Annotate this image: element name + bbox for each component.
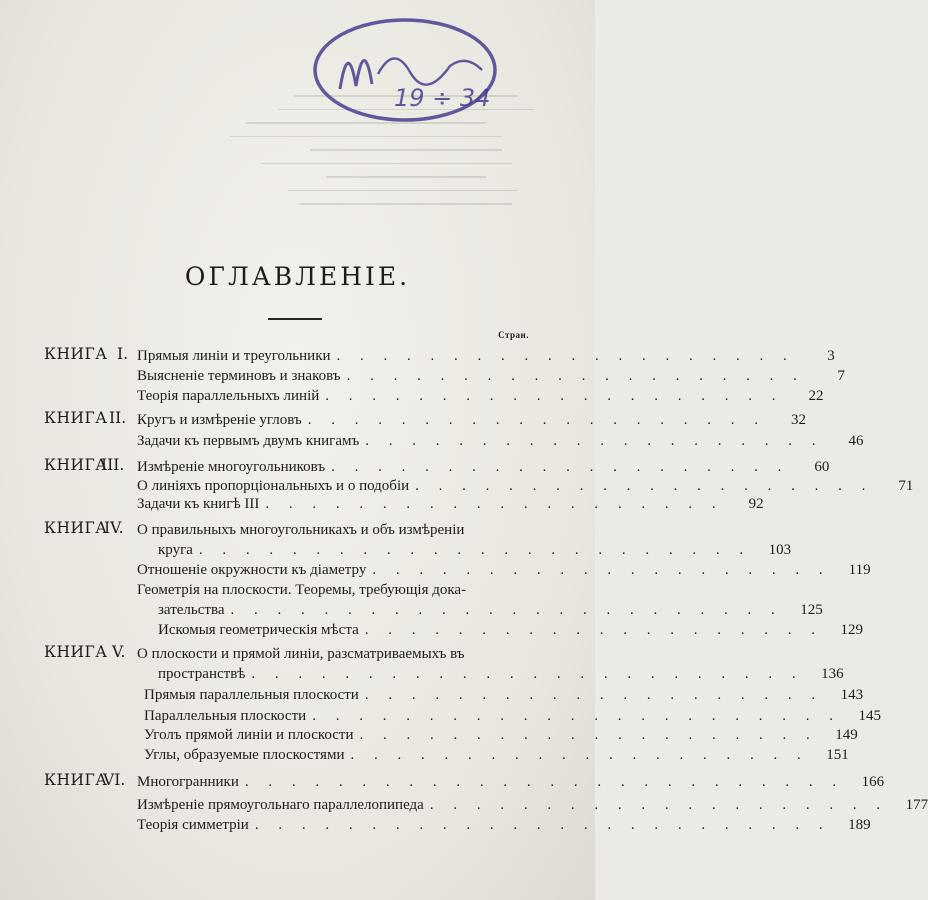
leader-dots: . . . . . . . . . . . . . . . . . . . . — [372, 562, 831, 578]
leader-dots: . . . . . . . . . . . . . . . . . . . . — [346, 368, 805, 384]
book-label: КНИГА — [44, 409, 108, 427]
book-label: КНИГА — [44, 771, 108, 789]
book-label: КНИГА — [44, 519, 108, 537]
entry-page: 149 — [835, 727, 858, 743]
leader-dots: . . . . . . . . . . . . . . . . . . . . — [265, 496, 724, 512]
leader-dots: . . . . . . . . . . . . . . . . . . . . — [336, 348, 795, 364]
page-title: ОГЛАВЛЕНІЕ. — [184, 262, 411, 291]
entry-title: Измѣреніе прямоугольнаго параллелопипеда — [137, 797, 424, 813]
toc-entry — [137, 773, 885, 791]
book-numeral: V. — [112, 643, 126, 661]
toc-entry — [158, 601, 823, 619]
entry-title: О линіяхъ пропорціональныхъ и о подобіи — [137, 478, 410, 494]
toc-entry — [137, 495, 764, 513]
toc-entry — [158, 665, 844, 683]
toc-entry — [137, 367, 845, 385]
entry-page: 3 — [827, 348, 835, 364]
entry-title: Уголъ прямой линіи и плоскости — [144, 727, 354, 743]
entry-title: пространствѣ — [158, 666, 246, 682]
entry-title: Прямыя параллельныя плоскости — [144, 687, 359, 703]
entry-page: 166 — [861, 774, 885, 790]
entry-title: зательства — [158, 602, 225, 618]
entry-title: Прямыя линіи и треугольники — [137, 348, 331, 364]
book-numeral: VI. — [103, 771, 126, 789]
entry-title: Кругъ и измѣреніе угловъ — [137, 412, 302, 428]
toc-entry — [137, 561, 871, 579]
leader-dots: . . . . . . . . . . . . . . . . . . . . . . . — [312, 708, 841, 724]
leader-dots: . . . . . . . . . . . . . . . . . . . . . . . . — [230, 602, 783, 618]
entry-page: 136 — [821, 666, 844, 682]
entry-title: Задачи къ первымъ двумъ книгамъ — [137, 433, 360, 449]
leader-dots: . . . . . . . . . . . . . . . . . . . . — [364, 687, 824, 703]
entry-page: 189 — [848, 817, 871, 833]
book-label: КНИГА — [44, 456, 108, 474]
toc-entry — [137, 387, 824, 405]
entry-page: 60 — [814, 459, 830, 475]
entry-title: Измѣреніе многоугольниковъ — [137, 459, 326, 475]
leader-dots: . . . . . . . . . . . . . . . . . . . . . . . . — [251, 666, 804, 682]
toc-entry — [144, 726, 858, 744]
leader-dots: . . . . . . . . . . . . . . . . . . . . — [325, 388, 784, 404]
leader-dots: . . . . . . . . . . . . . . . . . . . . — [331, 459, 790, 475]
entry-page: 71 — [898, 478, 914, 494]
entry-title: Выясненіе терминовъ и знаковъ — [137, 368, 341, 384]
toc-entry — [144, 746, 849, 764]
toc-entry — [144, 686, 864, 704]
book-numeral: I. — [117, 345, 129, 363]
leader-dots: . . . . . . . . . . . . . . . . . . . . . . . . — [198, 542, 752, 558]
toc-entry — [158, 621, 863, 639]
entry-title: Теорія параллельныхъ линій — [137, 388, 320, 404]
entry-page: 103 — [768, 542, 792, 558]
leader-dots: . . . . . . . . . . . . . . . . . . . . — [365, 433, 824, 449]
toc-entry — [137, 477, 914, 495]
entry-page: 177 — [905, 797, 928, 813]
entry-page: 32 — [790, 412, 806, 428]
entry-title: Параллельныя плоскости — [144, 708, 307, 724]
entry-title: Отношеніе окружности къ діаметру — [137, 562, 367, 578]
leader-dots: . . . . . . . . . . . . . . . . . . . . — [364, 622, 823, 638]
book-numeral: III. — [101, 456, 125, 474]
entry-page: 46 — [848, 433, 864, 449]
toc-entry — [144, 707, 881, 725]
entry-title: круга — [158, 542, 193, 558]
book-numeral: II. — [109, 409, 127, 427]
toc-entry — [137, 347, 835, 365]
book-label: КНИГА — [44, 643, 108, 661]
leader-dots: . . . . . . . . . . . . . . . . . . . . — [359, 727, 818, 743]
entry-title: О правильныхъ многоугольникахъ и объ измѣреніи — [137, 522, 465, 538]
toc-entry — [137, 816, 871, 834]
book-label: КНИГА — [44, 345, 108, 363]
entry-title: Теорія симметріи — [137, 817, 249, 833]
leader-dots: . . . . . . . . . . . . . . . . . . . . . . . . . — [254, 817, 831, 833]
entry-title: Искомыя геометрическія мѣста — [158, 622, 359, 638]
page-column-header: Стран. — [498, 330, 529, 340]
toc-entry — [137, 411, 806, 429]
toc-entry — [158, 541, 792, 559]
entry-page: 145 — [858, 708, 881, 724]
entry-page: 125 — [800, 602, 823, 618]
book-numeral: IV. — [104, 519, 124, 537]
entry-page: 119 — [848, 562, 871, 578]
entry-page: 151 — [826, 747, 849, 763]
entry-title: О плоскости и прямой линіи, разсматриваемыхъ въ — [137, 646, 465, 662]
entry-page: 7 — [837, 368, 845, 384]
stamp-number: 19 ÷ 34 — [394, 84, 491, 112]
entry-title: Задачи къ книгѣ III — [137, 496, 260, 512]
entry-page: 22 — [808, 388, 824, 404]
entry-page: 129 — [840, 622, 863, 638]
entry-page: 143 — [840, 687, 864, 703]
toc-entry — [137, 432, 864, 450]
toc-entry — [137, 458, 830, 476]
entry-title: Геометрія на плоскости. Теоремы, требующія дока- — [137, 582, 467, 598]
leader-dots: . . . . . . . . . . . . . . . . . . . . — [350, 747, 809, 763]
leader-dots: . . . . . . . . . . . . . . . . . . . . . . . . . . — [244, 774, 845, 790]
entry-title: Углы, образуемые плоскостями — [144, 747, 345, 763]
entry-page: 92 — [748, 496, 764, 512]
toc-entry — [137, 796, 928, 814]
leader-dots: . . . . . . . . . . . . . . . . . . . . — [307, 412, 766, 428]
leader-dots: . . . . . . . . . . . . . . . . . . . . — [415, 478, 874, 494]
entry-title: Многогранники — [137, 774, 239, 790]
leader-dots: . . . . . . . . . . . . . . . . . . . . — [429, 797, 889, 813]
